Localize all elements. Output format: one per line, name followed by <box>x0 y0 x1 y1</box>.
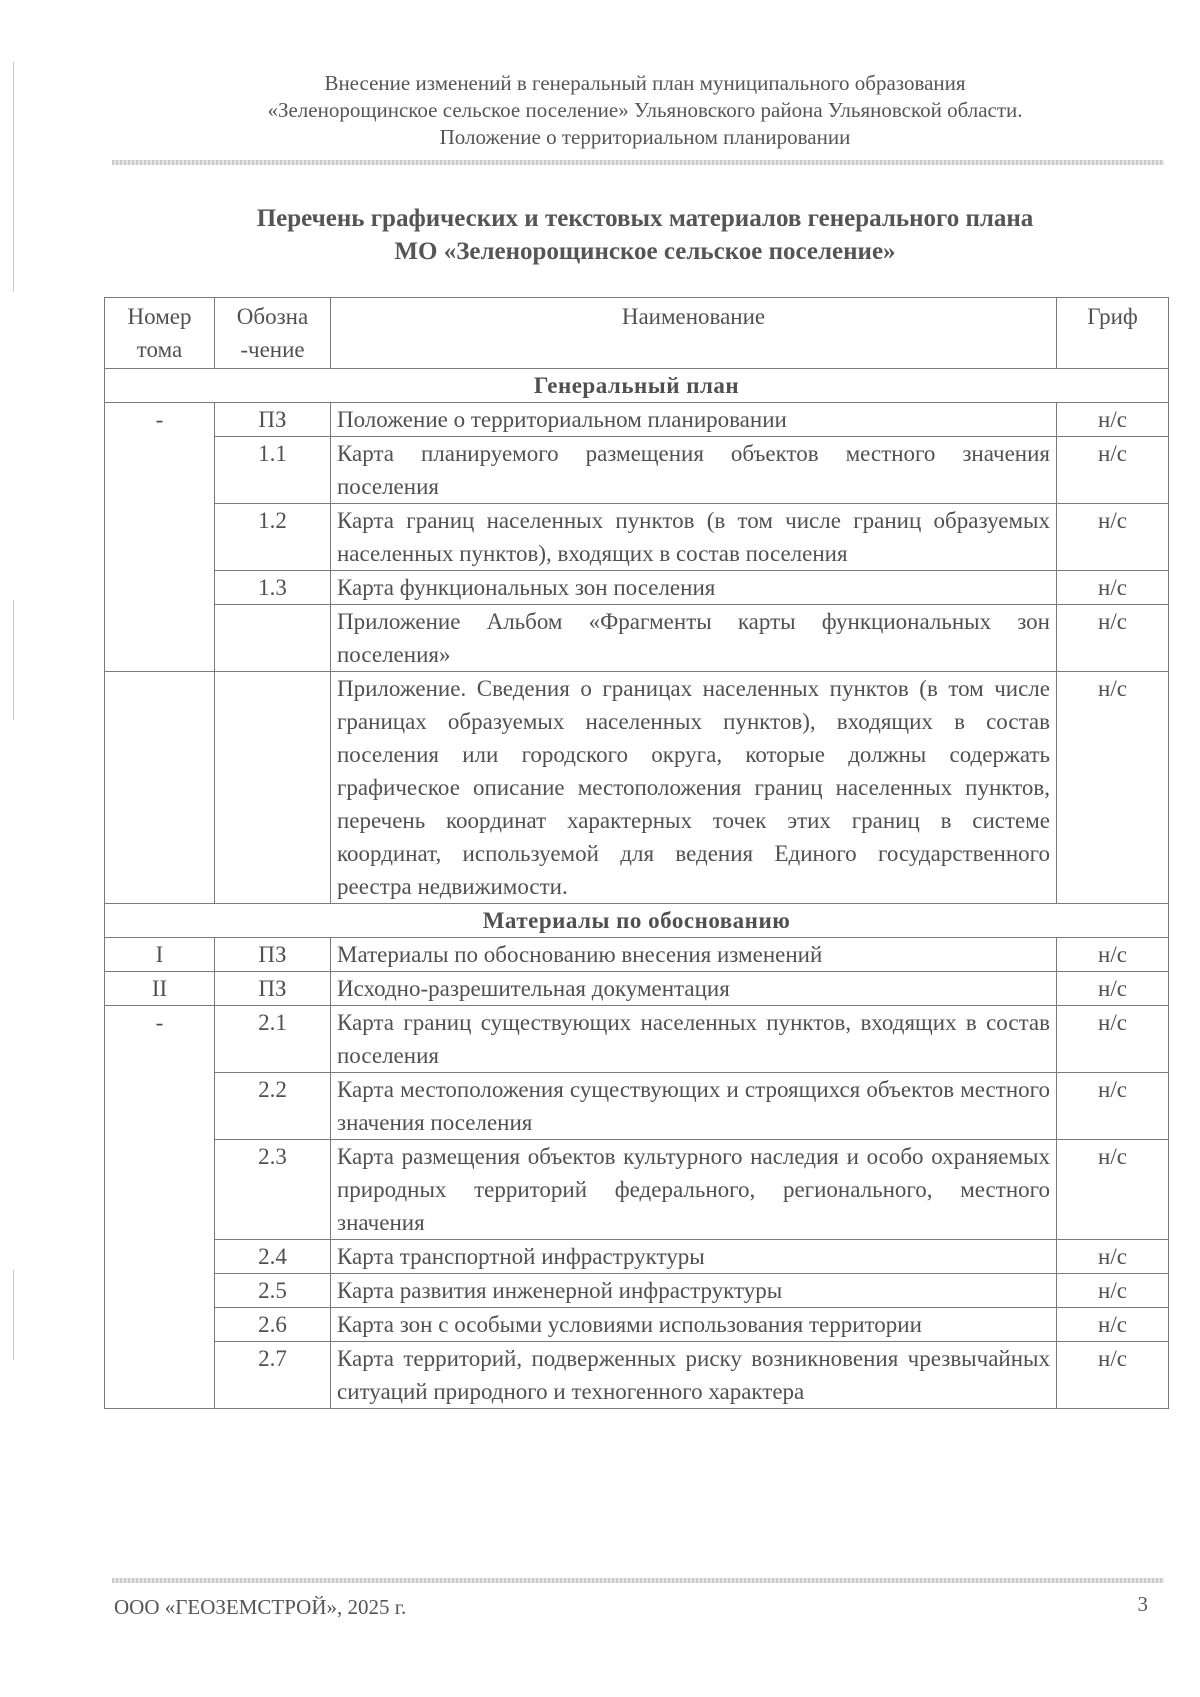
cell-code: 2.2 <box>215 1073 331 1140</box>
table-row <box>105 1140 1169 1240</box>
cell-name: Материалы по обоснованию внесения изменений <box>331 938 1057 972</box>
cell-stamp: н/с <box>1057 403 1169 437</box>
cell-name: Карта границ населенных пунктов (в том числе границ образуемых населенных пунктов), входящих в состав поселения <box>331 504 1057 571</box>
header-volume-number <box>105 298 215 369</box>
cell-code: ПЗ <box>215 938 331 972</box>
table-row <box>105 504 1169 571</box>
header-name: Наименование <box>331 298 1057 369</box>
cell-name: Приложение. Сведения о границах населенных пунктов (в том числе границах образуемых населенных пунктов), входящих в состав поселения или городского округа, которые должны содержать графическое описание местоположения границ населенных пунктов, перечень координат характерных точек этих границ в системе координат, используемой для ведения Единого государственного реестра недвижимости. <box>331 672 1057 904</box>
title-line: Перечень графических и текстовых материалов генерального плана <box>256 205 1034 232</box>
table-row <box>105 1342 1169 1409</box>
cell-stamp: н/с <box>1057 504 1169 571</box>
title-line: МО «Зеленорощинское сельское поселение» <box>394 238 896 265</box>
cell-code: 2.1 <box>215 1006 331 1073</box>
cell-name: Карта функциональных зон поселения <box>331 571 1057 605</box>
running-header <box>110 70 1180 151</box>
cell-stamp: н/с <box>1057 1342 1169 1409</box>
cell-code <box>215 672 331 904</box>
cell-stamp: н/с <box>1057 1240 1169 1274</box>
cell-stamp: н/с <box>1057 672 1169 904</box>
cell-code: 1.1 <box>215 437 331 504</box>
cell-stamp: н/с <box>1057 1006 1169 1073</box>
header-designation <box>215 298 331 369</box>
scan-edge-mark <box>13 1270 14 1360</box>
cell-code: 2.5 <box>215 1274 331 1308</box>
footer-divider <box>112 1578 1164 1583</box>
header-line: Внесение изменений в генеральный план муниципального образования <box>324 71 966 95</box>
header-stamp: Гриф <box>1057 298 1169 369</box>
cell-stamp: н/с <box>1057 571 1169 605</box>
table-row <box>105 437 1169 504</box>
cell-name: Карта зон с особыми условиями использования территории <box>331 1308 1057 1342</box>
cell-code: 2.3 <box>215 1140 331 1240</box>
cell-name: Карта границ существующих населенных пунктов, входящих в состав поселения <box>331 1006 1057 1073</box>
table-row <box>105 1308 1169 1342</box>
cell-code: 1.3 <box>215 571 331 605</box>
header-line: «Зеленорощинское сельское поселение» Ульяновского района Ульяновской области. <box>267 98 1023 122</box>
section-row <box>105 369 1169 403</box>
cell-name: Карта размещения объектов культурного наследия и особо охраняемых природных территорий федерального, регионального, местного значения <box>331 1140 1057 1240</box>
document-title <box>110 202 1180 268</box>
cell-name: Исходно-разрешительная документация <box>331 972 1057 1006</box>
cell-name: Карта развития инженерной инфраструктуры <box>331 1274 1057 1308</box>
cell-stamp: н/с <box>1057 605 1169 672</box>
cell-name: Приложение Альбом «Фрагменты карты функциональных зон поселения» <box>331 605 1057 672</box>
table-row <box>105 403 1169 437</box>
section-title-general-plan: Генеральный план <box>105 369 1169 403</box>
table-row <box>105 672 1169 904</box>
cell-stamp: н/с <box>1057 938 1169 972</box>
table-row <box>105 605 1169 672</box>
header-divider <box>112 160 1164 165</box>
cell-name: Карта местоположения существующих и строящихся объектов местного значения поселения <box>331 1073 1057 1140</box>
section-row <box>105 904 1169 938</box>
cell-stamp: н/с <box>1057 1073 1169 1140</box>
header-text: Обозна <box>236 304 309 329</box>
cell-stamp: н/с <box>1057 1274 1169 1308</box>
footer-company: ООО «ГЕОЗЕМСТРОЙ», 2025 г. <box>114 1595 407 1619</box>
scan-edge-mark <box>13 62 14 292</box>
cell-volume: - <box>105 1006 215 1409</box>
page-number: 3 <box>1137 1592 1148 1616</box>
cell-volume: I <box>105 938 215 972</box>
cell-code: 2.7 <box>215 1342 331 1409</box>
cell-volume: - <box>105 403 215 672</box>
section-title-justification: Материалы по обоснованию <box>105 904 1169 938</box>
cell-stamp: н/с <box>1057 1140 1169 1240</box>
cell-code: 2.6 <box>215 1308 331 1342</box>
table-row <box>105 972 1169 1006</box>
cell-volume <box>105 672 215 904</box>
cell-code: 1.2 <box>215 504 331 571</box>
header-line: Положение о территориальном планировании <box>439 125 851 149</box>
cell-code <box>215 605 331 672</box>
table-header-row <box>105 298 1169 369</box>
header-text: Номер <box>127 304 192 329</box>
table-row <box>105 571 1169 605</box>
cell-code: ПЗ <box>215 403 331 437</box>
cell-name: Карта территорий, подверженных риску возникновения чрезвычайных ситуаций природного и техногенного характера <box>331 1342 1057 1409</box>
table-row <box>105 938 1169 972</box>
table-row <box>105 1006 1169 1073</box>
cell-name: Карта планируемого размещения объектов местного значения поселения <box>331 437 1057 504</box>
scan-edge-mark <box>13 600 14 720</box>
header-text: -чение <box>240 337 305 362</box>
table-row <box>105 1073 1169 1140</box>
table-row <box>105 1240 1169 1274</box>
cell-stamp: н/с <box>1057 972 1169 1006</box>
cell-code: 2.4 <box>215 1240 331 1274</box>
cell-volume: II <box>105 972 215 1006</box>
cell-code: ПЗ <box>215 972 331 1006</box>
cell-stamp: н/с <box>1057 1308 1169 1342</box>
table-row <box>105 1274 1169 1308</box>
header-text: тома <box>136 337 183 362</box>
cell-stamp: н/с <box>1057 437 1169 504</box>
cell-name: Положение о территориальном планировании <box>331 403 1057 437</box>
cell-name: Карта транспортной инфраструктуры <box>331 1240 1057 1274</box>
materials-table <box>104 297 1169 1409</box>
